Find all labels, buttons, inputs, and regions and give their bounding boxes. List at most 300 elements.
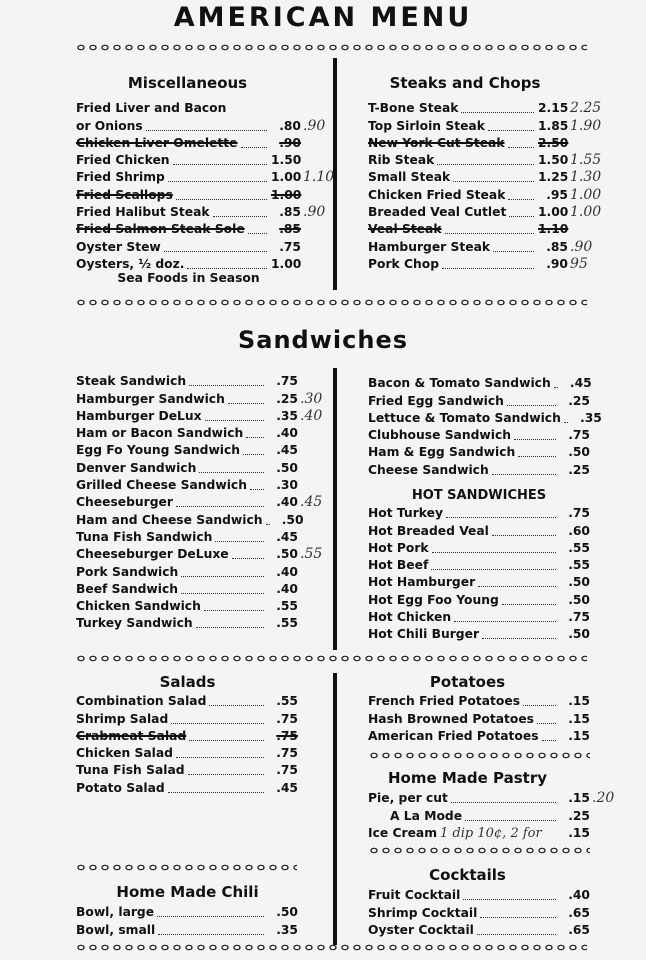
menu-item-name: Ham and Cheese Sandwich <box>76 512 263 527</box>
price-text: .90 <box>279 135 301 150</box>
menu-item-price <box>274 513 304 528</box>
menu-item-price <box>268 905 298 920</box>
menu-item-name: Turkey Sandwich <box>76 616 193 631</box>
price-text: .25 <box>276 391 298 406</box>
leader-dots <box>482 638 556 639</box>
menu-item <box>76 151 301 168</box>
leader-dots <box>463 899 556 900</box>
price-text: 1.00 <box>538 205 569 220</box>
handwritten-price-note: 1.00 <box>570 204 602 221</box>
ornamental-divider <box>368 750 590 762</box>
menu-item <box>368 590 590 607</box>
menu-item <box>368 903 590 920</box>
leader-dots <box>228 403 264 404</box>
chili-list <box>76 903 298 938</box>
menu-item-price <box>560 809 590 824</box>
menu-item-price <box>271 240 301 255</box>
ornamental-divider <box>75 862 297 874</box>
price-text: .60 <box>568 523 590 538</box>
menu-item-name: Cheese Sandwich <box>368 462 489 477</box>
price-text: .75 <box>568 506 590 521</box>
menu-item <box>368 409 602 426</box>
menu-item <box>76 597 298 614</box>
menu-item <box>368 504 590 521</box>
ornamental-divider <box>75 42 587 54</box>
menu-item <box>368 556 590 573</box>
price-text: .50 <box>281 512 304 527</box>
leader-dots <box>196 627 264 628</box>
menu-item <box>368 886 590 903</box>
leader-dots <box>507 405 556 406</box>
handwritten-price-note: .90 <box>303 204 326 221</box>
handwritten-price-note: .55 <box>300 546 323 563</box>
leader-dots <box>437 164 534 165</box>
menu-item-name: Hot Chili Burger <box>368 627 480 642</box>
menu-item-price <box>560 445 590 460</box>
menu-item-name: Clubhouse Sandwich <box>368 428 512 443</box>
menu-item <box>76 372 298 389</box>
potatoes-list <box>368 692 590 744</box>
menu-item <box>368 521 590 538</box>
price-text: .45 <box>276 780 298 795</box>
leader-dots <box>176 506 264 507</box>
menu-item-price <box>268 461 298 476</box>
sandwiches-left-list <box>76 372 323 631</box>
menu-item <box>76 614 298 631</box>
menu-item-price <box>268 494 323 511</box>
menu-item-name: T-Bone Steak <box>368 101 459 116</box>
price-text: .80 <box>279 118 301 133</box>
menu-item-name: Crabmeat Salad <box>76 728 187 743</box>
menu-item-name: Chicken Salad <box>76 746 173 761</box>
menu-item-name: New York Cut Steak <box>368 135 505 150</box>
menu-item-price <box>268 407 323 424</box>
menu-item <box>368 727 590 744</box>
menu-item <box>76 476 298 493</box>
price-text: .55 <box>276 694 298 709</box>
menu-item <box>368 460 590 477</box>
menu-item-name: Combination Salad <box>76 694 207 709</box>
menu-item-name: Fried Liver and Bacon <box>76 101 227 116</box>
leader-dots <box>241 147 267 148</box>
price-text: .35 <box>580 410 602 425</box>
price-text: .75 <box>276 374 298 389</box>
leader-dots <box>168 181 267 182</box>
leader-dots <box>537 723 556 724</box>
menu-item-name: Hamburger Sandwich <box>76 391 225 406</box>
leader-dots <box>523 705 556 706</box>
handwritten-price-note: 95 <box>570 255 588 272</box>
leader-dots <box>181 593 264 594</box>
menu-item-name: Fried Salmon Steak Sole <box>76 222 245 237</box>
menu-item-price <box>538 222 568 237</box>
menu-item <box>76 545 323 563</box>
menu-item-price <box>268 763 298 778</box>
menu-item-price <box>268 374 298 389</box>
leader-dots <box>454 621 556 622</box>
menu-item <box>76 920 298 937</box>
leader-dots <box>453 181 534 182</box>
menu-item-price <box>538 204 602 221</box>
menu-item <box>76 441 298 458</box>
price-text: .75 <box>276 711 298 726</box>
menu-item <box>368 806 590 823</box>
leader-dots <box>146 130 267 131</box>
menu-item-price <box>572 411 602 426</box>
menu-item <box>368 168 602 186</box>
price-text: 2.15 <box>538 101 569 116</box>
leader-dots <box>204 610 264 611</box>
leader-dots <box>446 517 556 518</box>
price-text: .50 <box>568 575 590 590</box>
menu-item-name: Oyster Cocktail <box>368 922 474 937</box>
menu-item-price <box>538 136 568 151</box>
menu-item <box>76 778 298 795</box>
leader-dots <box>189 740 264 741</box>
price-text: .30 <box>276 478 298 493</box>
leader-dots <box>266 524 270 525</box>
menu-item-price <box>268 712 298 727</box>
menu-item-price <box>268 565 298 580</box>
leader-dots <box>176 199 267 200</box>
menu-item-price <box>271 136 301 151</box>
menu-item <box>368 789 615 807</box>
menu-item <box>76 761 298 778</box>
menu-item <box>368 374 590 391</box>
menu-item-name: Fried Shrimp <box>76 170 165 185</box>
leader-dots <box>442 268 534 269</box>
leader-dots <box>213 216 267 217</box>
potatoes-title: Potatoes <box>429 673 506 691</box>
menu-item-price <box>560 541 590 556</box>
price-text: 1.00 <box>271 187 302 202</box>
menu-item <box>368 255 588 272</box>
leader-dots <box>445 233 534 234</box>
leader-dots <box>432 552 556 553</box>
menu-item <box>76 407 323 424</box>
handwritten-price-note: 1.55 <box>570 152 602 169</box>
menu-item <box>76 580 298 597</box>
price-text: .50 <box>568 592 590 607</box>
leader-dots <box>514 439 556 440</box>
price-text: .45 <box>569 376 592 391</box>
menu-item <box>76 562 298 579</box>
price-text: .75 <box>276 746 298 761</box>
menu-item-price <box>271 153 301 168</box>
menu-item <box>368 220 568 237</box>
cocktails-list <box>368 886 590 938</box>
leader-dots <box>465 820 556 821</box>
price-text: 1.00 <box>271 256 302 271</box>
menu-item-price <box>268 478 298 493</box>
menu-item-name: Beef Sandwich <box>76 581 179 596</box>
leader-dots <box>158 934 264 935</box>
leader-dots <box>205 420 264 421</box>
leader-dots <box>492 474 556 475</box>
menu-item-name: Pork Sandwich <box>76 564 179 579</box>
menu-item <box>368 237 593 255</box>
menu-item-name: Shrimp Salad <box>76 711 169 726</box>
handwritten-price-note: .45 <box>300 494 323 511</box>
menu-item-name: Top Sirloin Steak <box>368 118 485 133</box>
price-text: .35 <box>276 922 298 937</box>
price-text: .40 <box>276 495 298 510</box>
price-text: .25 <box>568 808 590 823</box>
menu-item-price <box>560 610 590 625</box>
menu-item-name: Bacon & Tomato Sandwich <box>368 376 551 391</box>
leader-dots <box>564 422 568 423</box>
menu-item-name: Fried Halibut Steak <box>76 205 210 220</box>
menu-item-price <box>268 729 298 744</box>
leader-dots <box>502 604 556 605</box>
menu-item-price <box>538 152 602 169</box>
menu-item-price <box>560 593 590 608</box>
menu-item-name: Small Steak <box>368 170 451 185</box>
menu-item-price <box>271 188 301 203</box>
sandwiches-title: Sandwiches <box>237 326 409 354</box>
leader-dots <box>246 437 264 438</box>
price-text: .50 <box>276 460 298 475</box>
menu-item <box>368 185 602 203</box>
menu-item-name: Pork Chop <box>368 256 440 271</box>
handwritten-price-note: 1.30 <box>570 169 602 186</box>
menu-item <box>368 573 590 590</box>
menu-item-price <box>268 582 298 597</box>
menu-item <box>368 443 590 460</box>
menu-item <box>76 220 301 237</box>
leader-dots <box>188 774 264 775</box>
sandwiches-right-list <box>368 374 602 478</box>
menu-item-name: Tuna Fish Sandwich <box>76 529 213 544</box>
menu-item <box>76 168 335 186</box>
menu-item-price <box>271 204 326 221</box>
steaks-title: Steaks and Chops <box>389 74 541 92</box>
handwritten-price-note: .90 <box>303 117 326 134</box>
price-text: .50 <box>568 445 590 460</box>
menu-item-price <box>268 390 323 407</box>
leader-dots <box>480 917 556 918</box>
miscellaneous-list <box>76 99 335 272</box>
leader-dots <box>248 233 267 234</box>
menu-item-name: Breaded Veal Cutlet <box>368 205 507 220</box>
leader-dots <box>492 535 556 536</box>
price-text: 1.50 <box>271 153 302 168</box>
menu-item <box>76 255 301 272</box>
ornamental-divider <box>75 653 587 665</box>
leader-dots <box>168 792 264 793</box>
price-text: .50 <box>276 547 298 562</box>
menu-item <box>368 625 590 642</box>
menu-item <box>76 510 304 527</box>
menu-item <box>76 903 298 920</box>
menu-item <box>368 99 602 117</box>
menu-item <box>76 709 298 726</box>
menu-item-name: Potato Salad <box>76 780 165 795</box>
leader-dots <box>488 130 534 131</box>
menu-item <box>76 237 301 254</box>
menu-item <box>76 203 326 221</box>
menu-item-name: Lettuce & Tomato Sandwich <box>368 410 561 425</box>
price-text: .45 <box>276 529 298 544</box>
menu-item-price <box>538 100 602 117</box>
price-text: .75 <box>279 239 301 254</box>
menu-item-price <box>268 599 298 614</box>
column-divider <box>333 673 337 945</box>
menu-item-name: Egg Fo Young Sandwich <box>76 443 241 458</box>
price-text: .40 <box>276 564 298 579</box>
leader-dots <box>518 456 556 457</box>
leader-dots <box>461 112 534 113</box>
menu-item <box>368 134 568 151</box>
leader-dots <box>509 216 534 217</box>
menu-item-price <box>560 627 590 642</box>
handwritten-price-note: 1.00 <box>570 186 602 203</box>
menu-item-name: Cheeseburger <box>76 495 173 510</box>
leader-dots <box>164 251 267 252</box>
price-text: .50 <box>276 905 298 920</box>
menu-item <box>368 921 590 938</box>
price-text: .65 <box>568 905 590 920</box>
menu-item-name: Oysters, ½ doz. <box>76 256 185 271</box>
menu-item-price <box>268 443 298 458</box>
menu-item <box>76 116 326 134</box>
menu-item-name: Chicken Sandwich <box>76 599 201 614</box>
menu-item <box>368 692 590 709</box>
menu-item-price <box>560 888 590 903</box>
menu-item-price <box>560 428 590 443</box>
menu-item-price <box>560 558 590 573</box>
menu-item-name: Bowl, small <box>76 922 156 937</box>
menu-item-name: Ham or Bacon Sandwich <box>76 426 244 441</box>
price-text: 1.25 <box>538 170 569 185</box>
menu-item-price <box>271 257 301 272</box>
menu-item <box>76 389 323 407</box>
leader-dots <box>440 826 556 841</box>
menu-item-name: Oyster Stew <box>76 239 161 254</box>
menu-item-price <box>271 169 335 186</box>
menu-item-name: French Fried Potatoes <box>368 694 521 709</box>
menu-item-name: Denver Sandwich <box>76 460 197 475</box>
leader-dots <box>243 454 264 455</box>
leader-dots <box>209 705 264 706</box>
price-text: .75 <box>568 610 590 625</box>
menu-item-name: Hot Breaded Veal <box>368 523 489 538</box>
menu-item <box>76 528 298 545</box>
price-text: .55 <box>276 616 298 631</box>
menu-item-name: Hot Chicken <box>368 610 452 625</box>
price-text: .75 <box>276 763 298 778</box>
salads-title: Salads <box>159 673 216 691</box>
price-text: 1.00 <box>271 170 302 185</box>
leader-dots <box>232 558 264 559</box>
menu-item-name: Fried Egg Sandwich <box>368 393 504 408</box>
miscellaneous-title: Miscellaneous <box>127 74 248 92</box>
menu-item-price <box>562 376 592 391</box>
price-text: .45 <box>276 443 298 458</box>
menu-item <box>368 824 590 841</box>
menu-item <box>76 134 301 151</box>
menu-item-price <box>271 117 326 134</box>
price-text: .65 <box>568 922 590 937</box>
menu-item-name: Rib Steak <box>368 153 435 168</box>
price-text: .50 <box>568 627 590 642</box>
menu-item <box>368 608 590 625</box>
menu-item-name: Steak Sandwich <box>76 374 187 389</box>
menu-item-price <box>538 255 588 272</box>
menu-item-name: Tuna Fish Salad <box>76 763 185 778</box>
menu-item-price <box>268 426 298 441</box>
ornamental-divider <box>75 297 587 309</box>
seafood-note: Sea Foods in Season <box>117 271 260 285</box>
leader-dots <box>181 576 264 577</box>
menu-item-name: Hot Pork <box>368 540 429 555</box>
menu-item <box>76 458 298 475</box>
leader-dots <box>508 147 534 148</box>
price-text: .15 <box>568 791 590 806</box>
menu-item-price <box>268 616 298 631</box>
price-text: .90 <box>546 256 568 271</box>
handwritten-price-note: .30 <box>300 390 323 407</box>
menu-item-name: Hot Beef <box>368 558 429 573</box>
handwritten-price-note: 2.25 <box>570 100 602 117</box>
menu-item-price <box>268 746 298 761</box>
price-text: .75 <box>276 728 298 743</box>
menu-item-price <box>560 463 590 478</box>
menu-item-price <box>268 530 298 545</box>
leader-dots <box>189 385 264 386</box>
price-text: .55 <box>568 540 590 555</box>
leader-dots <box>199 472 264 473</box>
price-text: .75 <box>568 428 590 443</box>
hot-sandwiches-list <box>368 504 590 642</box>
menu-item-name: Fried Chicken <box>76 153 170 168</box>
column-divider <box>333 368 337 650</box>
menu-item-price <box>560 712 590 727</box>
menu-item-name: Fruit Cocktail <box>368 888 461 903</box>
menu-item-name: Hot Hamburger <box>368 575 476 590</box>
menu-item-name: Chicken Liver Omelette <box>76 135 238 150</box>
menu-item <box>76 692 298 709</box>
price-text: .25 <box>568 462 590 477</box>
hot-sandwiches-title: HOT SANDWICHES <box>411 488 547 503</box>
leader-dots <box>173 164 267 165</box>
menu-item-price <box>271 222 301 237</box>
handwritten-price-note: .90 <box>570 238 593 255</box>
menu-item-name: Hot Egg Foo Young <box>368 592 499 607</box>
menu-item-price <box>268 694 298 709</box>
menu-item-name: Hash Browned Potatoes <box>368 711 534 726</box>
price-text: .40 <box>568 888 590 903</box>
price-text: 1.50 <box>538 153 569 168</box>
menu-item-price <box>538 238 593 255</box>
leader-dots <box>157 916 264 917</box>
price-text: 2.50 <box>538 135 569 150</box>
price-text: .25 <box>568 393 590 408</box>
menu-item-price <box>268 923 298 938</box>
menu-item-price <box>268 781 298 796</box>
leader-dots <box>171 723 264 724</box>
price-text: .40 <box>276 581 298 596</box>
handwritten-price-note: .40 <box>300 407 323 424</box>
menu-item-name: A La Mode <box>390 808 463 823</box>
price-text: .15 <box>568 711 590 726</box>
menu-item <box>76 99 301 116</box>
leader-dots <box>187 268 267 269</box>
menu-item-price <box>560 826 590 841</box>
leader-dots <box>542 740 556 741</box>
menu-item-name: Bowl, large <box>76 905 155 920</box>
handwritten-note: 1 dip 10¢, 2 for <box>440 825 542 841</box>
